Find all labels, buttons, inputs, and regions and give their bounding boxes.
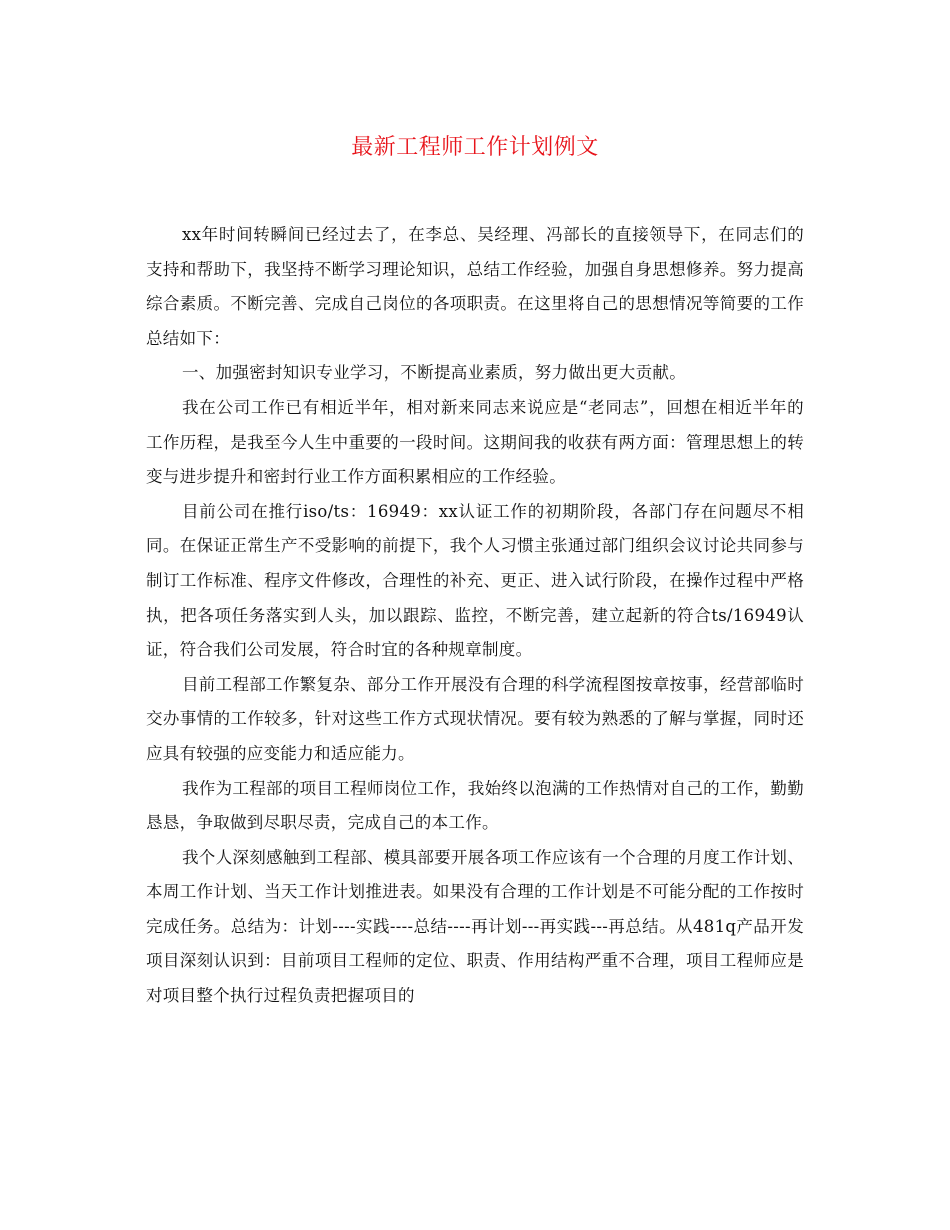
paragraph-experience: 我在公司工作已有相近半年，相对新来同志来说应是“老同志”，回想在相近半年的工作历程，是我至今人生中重要的一段时间。这期间我的收获有两方面：管理思想上的转变与进步提升和密封行业工作方面积累相应的工作经验。 (146, 397, 804, 487)
paragraph-intro: xx年时间转瞬间已经过去了，在李总、吴经理、冯部长的直接领导下，在同志们的支持和帮助下，我坚持不断学习理论知识，总结工作经验，加强自身思想修养。努力提高综合素质。不断完善、完成自己岗位的各项职责。在这里将自己的思想情况等简要的工作总结如下： (146, 225, 804, 348)
paragraph-heading-one: 一、加强密封知识专业学习，不断提高业素质，努力做出更大贡献。 (182, 363, 686, 383)
paragraph-planning: 我个人深刻感触到工程部、模具部要开展各项工作应该有一个合理的月度工作计划、本周工作计划、当天工作计划推进表。如果没有合理的工作计划是不可能分配的工作按时完成任务。总结为：计划----实践----总结----再计划---再实践---再总结。从481q产品开发项目深刻认识到：目前项目工程师的定位、职责、作用结构严重不合理，项目工程师应是对项目整个执行过程负责把握项目的 (146, 847, 804, 1006)
document-title: 最新工程师工作计划例文 (351, 135, 599, 160)
paragraph-certification: 目前公司在推行iso/ts：16949：xx认证工作的初期阶段，各部门存在问题尽不相同。在保证正常生产不受影响的前提下，我个人习惯主张通过部门组织会议讨论共同参与制订工作标准、程序文件修改，合理性的补充、更正、进入试行阶段，在操作过程中严格执，把各项任务落实到人头，加以跟踪、监控，不断完善，建立起新的符合ts/16949认证，符合我们公司发展，符合时宜的各种规章制度。 (146, 501, 804, 660)
paragraph-role: 我作为工程部的项目工程师岗位工作，我始终以泡满的工作热情对自己的工作，勤勤恳恳，争取做到尽职尽责，完成自己的本工作。 (146, 778, 804, 833)
paragraph-engineering-dept: 目前工程部工作繁复杂、部分工作开展没有合理的科学流程图按章按事，经营部临时交办事情的工作较多，针对这些工作方式现状情况。要有较为熟悉的了解与掌握，同时还应具有较强的应变能力和适应能力。 (146, 674, 804, 763)
document-body (146, 218, 804, 1014)
